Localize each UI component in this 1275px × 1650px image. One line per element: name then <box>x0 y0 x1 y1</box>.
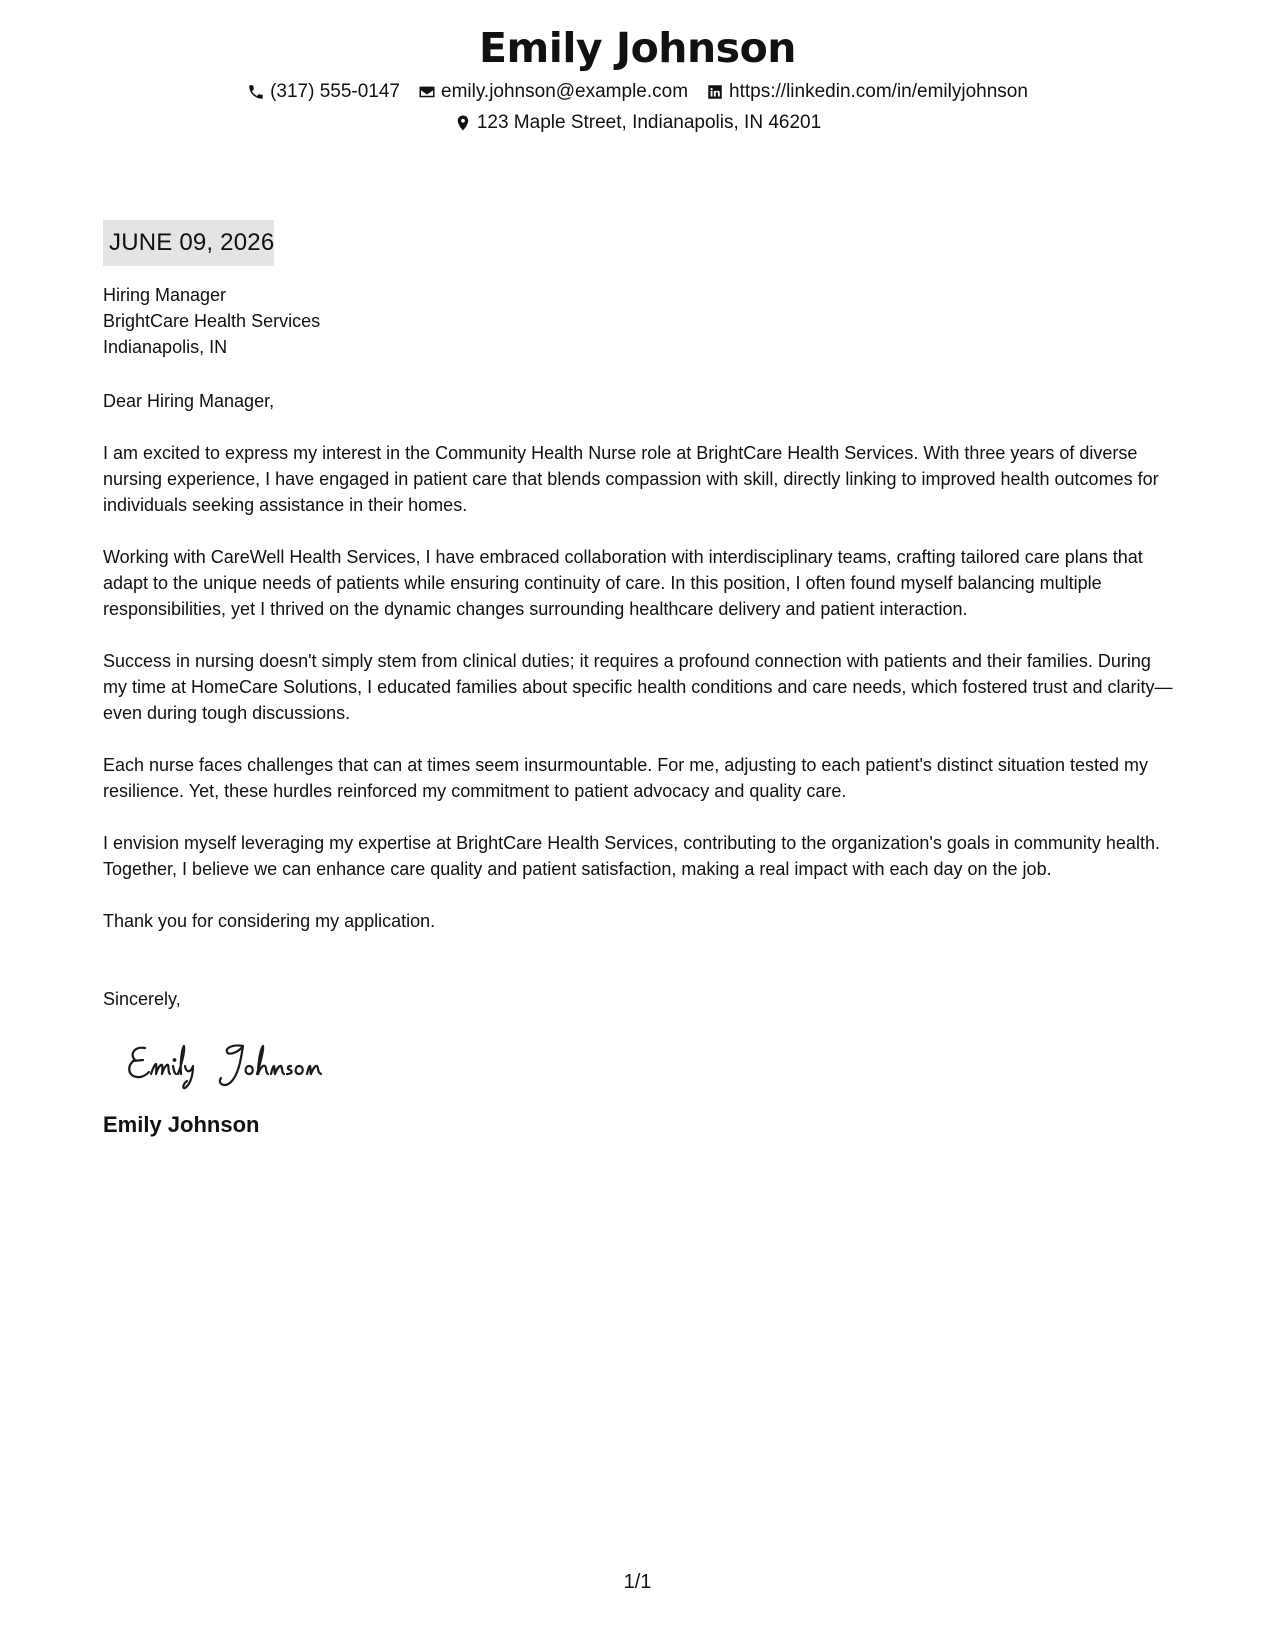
letter-header <box>0 20 1275 138</box>
recipient-location: Indianapolis, IN <box>103 337 228 357</box>
salutation: Dear Hiring Manager, <box>103 391 275 411</box>
contact-line-primary <box>0 76 1275 107</box>
signature-image <box>121 1034 361 1094</box>
linkedin-icon <box>706 83 724 101</box>
recipient-block <box>103 282 1178 360</box>
body-paragraph-4: Each nurse faces challenges that can at times seem insurmountable. For me, adjusting to each patient's distinct situation tested my resilience. Yet, these hurdles reinforced my commitment to patient advocacy and quality care. <box>103 755 1148 801</box>
contact-linkedin <box>706 76 1028 107</box>
email-address[interactable]: emily.johnson@example.com <box>441 81 689 102</box>
linkedin-url[interactable]: https://linkedin.com/in/emilyjohnson <box>729 81 1028 102</box>
map-pin-icon <box>454 114 472 132</box>
recipient-company: BrightCare Health Services <box>103 311 321 331</box>
signer-name: Emily Johnson <box>103 1112 260 1137</box>
body-paragraph-6: Thank you for considering my application. <box>103 911 436 931</box>
letter-body <box>103 220 1178 1140</box>
body-paragraph-2: Working with CareWell Health Services, I have embraced collaboration with interdisciplinary teams, crafting tailored care plans that adapt to the unique needs of patients while ensuring continuity of care. In this position, I often found myself balancing multiple responsibilities, yet I thrived on the dynamic changes surrounding healthcare delivery and patient interaction. <box>103 547 1143 619</box>
street-address: 123 Maple Street, Indianapolis, IN 46201 <box>476 112 822 133</box>
body-paragraph-3: Success in nursing doesn't simply stem from clinical duties; it requires a profound connection with patients and their families. During my time at HomeCare Solutions, I educated families about specific health conditions and care needs, which fostered trust and clarity—even during tough discussions. <box>103 651 1173 723</box>
closing: Sincerely, <box>103 989 181 1009</box>
page-number: 1/1 <box>623 1571 652 1593</box>
contact-phone <box>247 76 400 107</box>
applicant-name: Emily Johnson <box>479 24 796 72</box>
contact-line-address <box>0 107 1275 138</box>
phone-number[interactable]: (317) 555-0147 <box>270 81 400 102</box>
envelope-icon <box>418 83 436 101</box>
body-paragraph-1: I am excited to express my interest in the Community Health Nurse role at BrightCare Health Services. With three years of diverse nursing experience, I have engaged in patient care that blends compassion with skill, directly linking to improved health outcomes for individuals seeking assistance in their homes. <box>103 443 1159 515</box>
recipient-title: Hiring Manager <box>103 285 227 305</box>
letter-date: JUNE 09, 2026 <box>103 220 274 266</box>
body-paragraph-5: I envision myself leveraging my expertise at BrightCare Health Services, contributing to the organization's goals in community health. Together, I believe we can enhance care quality and patient satisfaction, making a real impact with each day on the job. <box>103 833 1160 879</box>
contact-email <box>418 76 688 107</box>
handwritten-signature <box>121 1034 361 1094</box>
phone-icon <box>247 83 265 101</box>
contact-address <box>454 107 821 138</box>
